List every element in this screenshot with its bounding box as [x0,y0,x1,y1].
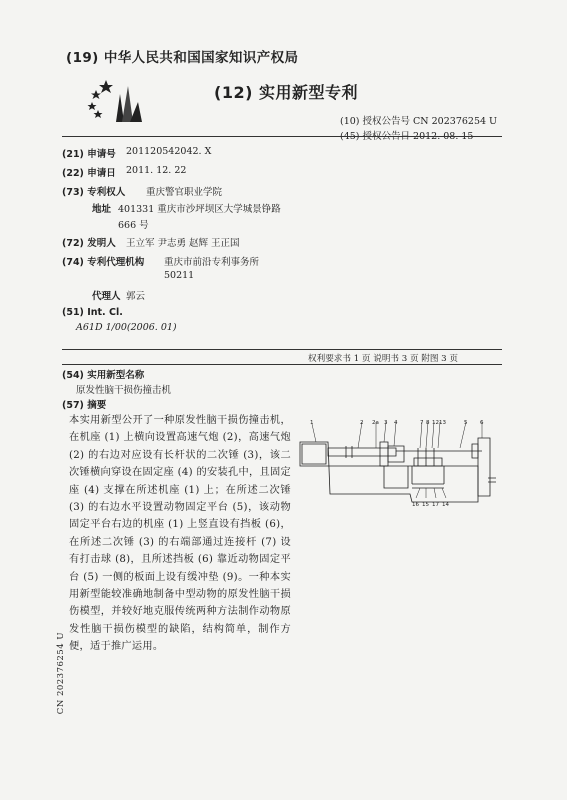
address-label: 地址 [92,204,112,215]
agency-label: (74) 专利代理机构 [62,257,145,268]
int-cl: A61D 1/00(2006. 01) [76,322,177,333]
figure-label: 2 [360,420,364,426]
abstract-label: (57) 摘要 [62,400,107,411]
figure-label: 1 [310,420,314,426]
figure-label: 2a [372,420,379,426]
side-publication-number: CN 202376254 U [56,632,66,715]
inventors-label: (72) 发明人 [62,238,116,249]
figure-label: 7 [420,420,424,426]
figure-label: 4 [394,420,398,426]
figure-label: 14 [442,502,449,508]
document-type: (12) 实用新型专利 [214,83,358,102]
address-line-1: 401331 重庆市沙坪坝区大学城景铮路 [118,204,281,215]
figure-label: 12 [432,420,439,426]
figure-label: 15 [422,502,429,508]
figure-label: 16 [412,502,419,508]
address-line-2: 666 号 [118,220,149,231]
patentee: 重庆警官职业学院 [146,187,223,198]
pages-rule [62,364,502,365]
application-date: 2011. 12. 22 [126,165,187,176]
issuing-office: (19) 中华人民共和国国家知识产权局 [66,50,299,66]
patentee-label: (73) 专利权人 [62,187,126,198]
application-number-label: (21) 申请号 [62,149,116,160]
sipo-logo-icon [86,72,146,124]
publication-number: (10) 授权公告号 CN 202376254 U [340,116,498,127]
application-number: 201120542042. X [126,146,212,157]
agency-code: 50211 [164,270,195,281]
application-date-label: (22) 申请日 [62,168,116,179]
biblio-rule [62,349,502,350]
agency: 重庆市前沿专利事务所 [164,257,260,268]
figure-label: 17 [432,502,439,508]
figure-label: 8 [426,420,430,426]
figure-labels [310,420,484,508]
title-label: (54) 实用新型名称 [62,370,145,381]
agent: 郭云 [126,291,146,302]
figure-label: 3 [384,420,388,426]
pages-info: 权利要求书 1 页 说明书 3 页 附图 3 页 [308,354,458,364]
agent-label: 代理人 [92,291,121,302]
header-rule [62,136,502,137]
abstract-text: 本实用新型公开了一种原发性脑干损伤撞击机，在机座 (1) 上横向设置高速气炮 (2)，高速气炮 (2) 的右边对应设有长杆状的二次锤 (3)，该二次锤横向穿设在固定座 (4) 的安装孔中，且固定座 (4) 支撑在所述机座 (1) 上；在所述二次锤 (3) 的右边水平设置动物固定平台 (5)，该动物固定平台右边的机座 (1) 上竖直设有挡板 (6)，在所述二次锤 (3) 的右端部通过连接杆 (7) 设有打击球 (8)，且所述挡板 (6) 靠近动物固定平台 (5) 一侧的板面上设有缓冲垫 (9)。一种本实用新型能较准确地制备中型动物的原发性脑干损伤模型，并较好地克服传统两种方法制作动物原发性脑干损伤模型的缺陷，结构简单，制作方便，适于推广运用。 [69,415,291,653]
figure-label: 13 [439,420,446,426]
int-cl-label: (51) Int. Cl. [62,307,123,318]
abstract-drawing [292,418,504,510]
inventors: 王立军 尹志勇 赵辉 王正国 [126,238,240,249]
figure-label: 6 [480,420,484,426]
publication-date [340,128,473,142]
figure-label: 5 [464,420,468,426]
utility-model-title: 原发性脑干损伤撞击机 [76,385,172,396]
